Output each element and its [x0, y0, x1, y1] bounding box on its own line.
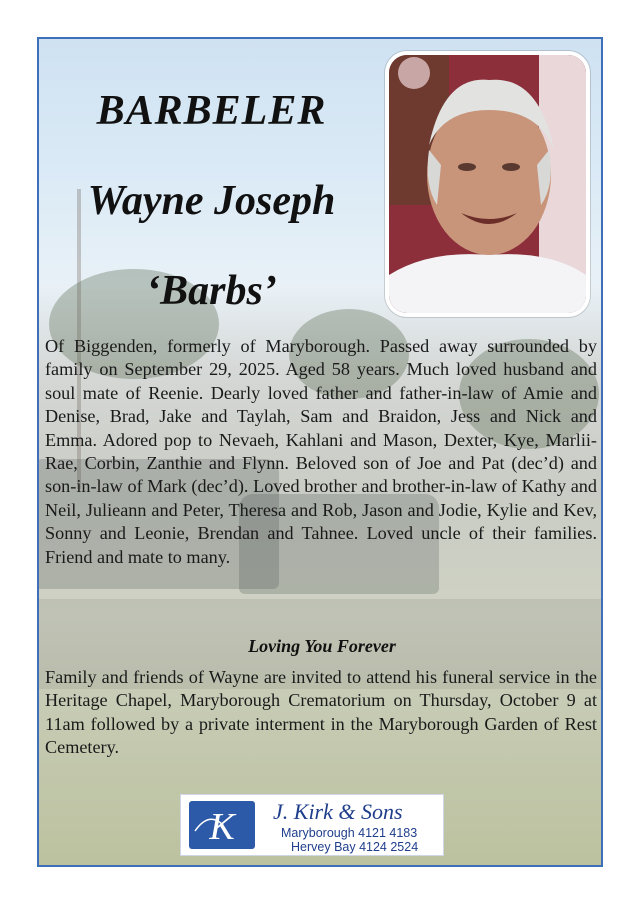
portrait-photo	[385, 51, 590, 317]
surname-heading: BARBELER	[96, 88, 327, 134]
portrait-illustration	[389, 55, 586, 313]
director-phone-hervey-bay: Hervey Bay 4124 2524	[291, 840, 419, 854]
given-names-heading: Wayne Joseph	[87, 178, 336, 224]
death-notice	[37, 37, 603, 867]
director-phone-maryborough: Maryborough 4121 4183	[281, 826, 418, 840]
notice-body: Of Biggenden, formerly of Maryborough. Passed away surrounded by family on September 29, 2025. Aged 58 years. Much loved husband and soul mate of Reenie. Dearly loved father and father-in-law of Amie and Denise, Brad, Jake and Taylah, Sam and Braidon, Jess and Nick and Emma. Adored pop to Nevaeh, Kahlani and Mason, Dexter, Kye, Marlii-Rae, Corbin, Zanthie and Flynn. Beloved son of Joe and Pat (dec’d) and son-in-law of Mark (dec’d). Loved brother and brother-in-law of Kathy and Neil, Julieann and Peter, Theresa and Rob, Jason and Jodie, Kylie and Kev, Sonny and Leonie, Brendan and Tahnee. Loved uncle of their families. Friend and mate to many.	[45, 336, 597, 567]
director-name: J. Kirk & Sons	[273, 799, 403, 824]
nickname-heading: ‘Barbs’	[146, 268, 277, 314]
svg-text:K: K	[209, 806, 235, 848]
funeral-details: Family and friends of Wayne are invited to attend his funeral service in the Heritage Chapel, Maryborough Crematorium on Thursday, October 9 at 11am followed by a private interment in the Maryborough Garden of Rest Cemetery.	[45, 667, 597, 758]
funeral-director-logo	[180, 794, 444, 856]
k-monogram-icon	[189, 801, 255, 849]
subheading: Loving You Forever	[248, 636, 396, 656]
